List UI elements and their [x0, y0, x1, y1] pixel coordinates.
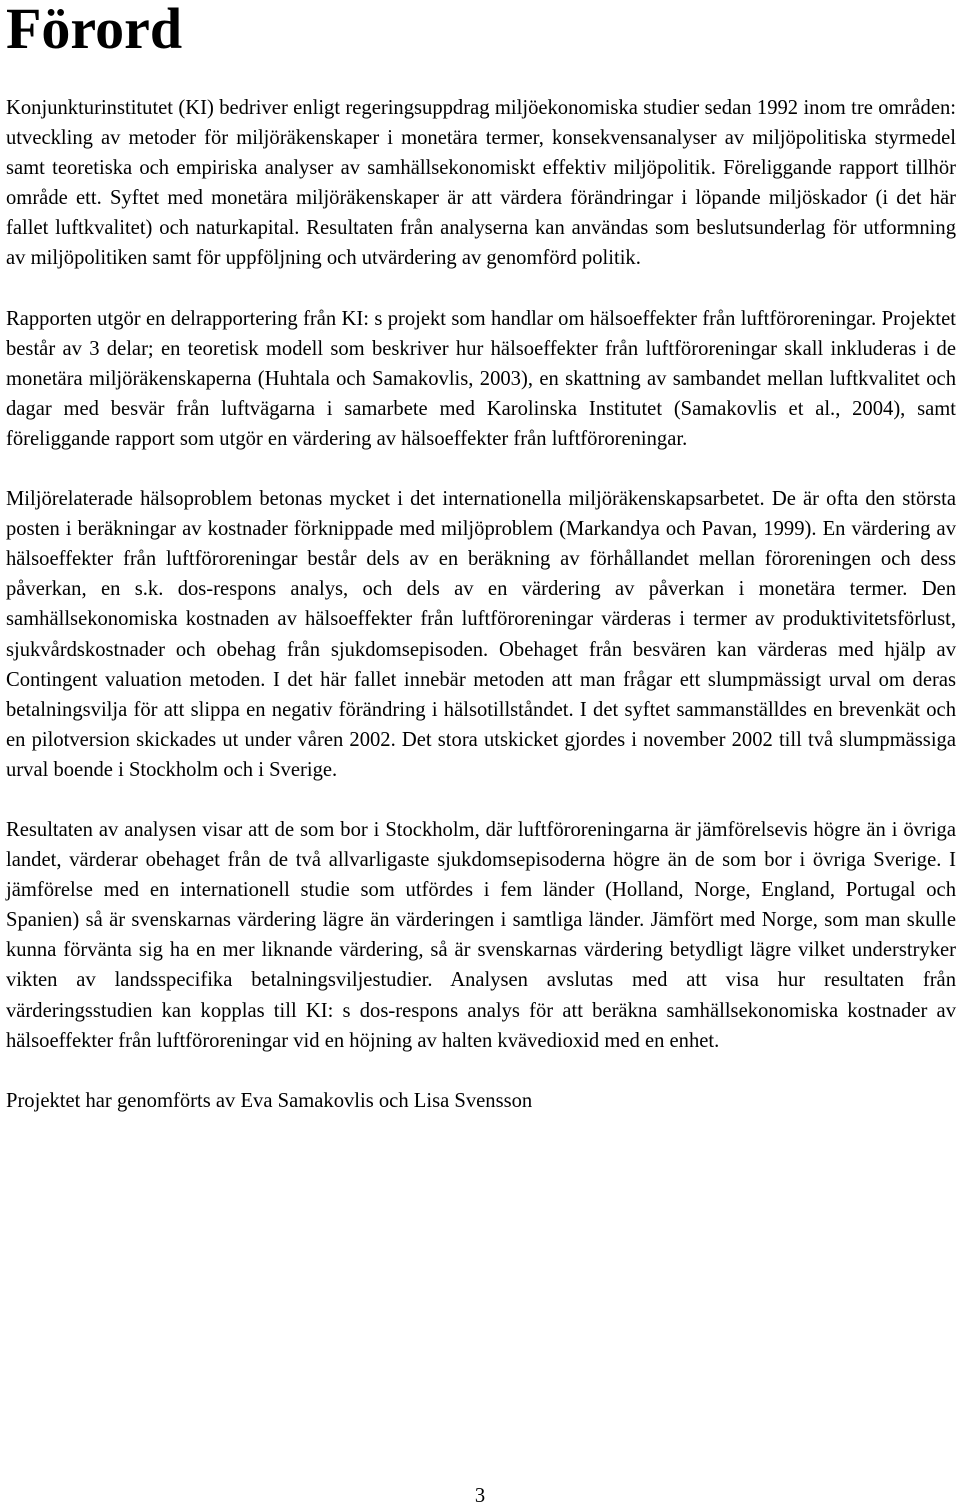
paragraph-results: Resultaten av analysen visar att de som bor i Stockholm, där luftföroreningarna är jämförelsevis högre än i övriga landet, värderar obehaget från de två allvarligaste sjukdomsepisoderna högre än de som bor i övriga Sverige. I jämförelse med en internationell studie som utfördes i fem länder (Holland, Norge, England, Portugal och Spanien) så är svenskarnas värdering lägre än värderingen i samtliga länder. Jämfört med Norge, som man skulle kunna förvänta sig ha en mer liknande värdering, så är svenskarnas värdering betydligt lägre vilket understryker vikten av landsspecifika betalningsviljestudier. Analysen avslutas med att visa hur resultaten från värderingsstudien kan kopplas till KI: s dos-respons analys för att beräkna samhällsekonomiska kostnader av hälsoeffekter från luftföroreningar vid en höjning av halten kvävedioxid med en enhet. — [6, 818, 956, 1052]
paragraph-authors: Projektet har genomförts av Eva Samakovlis och Lisa Svensson — [6, 1089, 533, 1112]
paragraph-intro: Konjunkturinstitutet (KI) bedriver enligt regeringsuppdrag miljöekonomiska studier sedan 1992 inom tre områden: utveckling av metoder för miljöräkenskaper i monetära termer, konsekvensanalyser av miljöpolitiska styrmedel samt teoretiska och empiriska analyser av samhällsekonomiskt effektiv miljöpolitik. Föreliggande rapport tillhör område ett. Syftet med monetära miljöräkenskaper är att värdera förändringar i löpande miljöskador (i det här fallet luftkvalitet) och naturkapital. Resultaten från analyserna kan användas som beslutsunderlag för utformning av miljöpolitiken samt för uppföljning och utvärdering av genomförd politik. — [6, 97, 956, 270]
paragraph-health-problems: Miljörelaterade hälsoproblem betonas mycket i det internationella miljöräkenskapsarbetet. De är ofta den största posten i beräkningar av kostnader förknippade med miljöproblem (Markandya och Pavan, 1999). En värdering av hälsoeffekter från luftföroreningar består dels av en beräkning av förhållandet mellan föroreningen och dess påverkan, en s.k. dos-respons analys, och dels av en värdering av påverkan i monetära termer. Den samhällsekonomiska kostnaden av hälsoeffekter från luftföroreningar värderas i termer av produktivitetsförlust, sjukvårdskostnader och obehag från sjukdomsepisoden. Obehaget från besvären kan värderas med hjälp av Contingent valuation metoden. I det här fallet innebär metoden att man frågar ett slumpmässigt urval om deras betalningsvilja för att slippa en negativ förändring i hälsotillståndet. I det syftet sammanställdes en brevenkät och en pilotversion skickades ut under våren 2002. Det stora utskicket gjordes i november 2002 till två slumpmässiga urval boende i Stockholm och i Sverige. — [6, 488, 956, 781]
paragraph-report-scope: Rapporten utgör en delrapportering från KI: s projekt som handlar om hälsoeffekter från luftföroreningar. Projektet består av 3 delar; en teoretisk modell som beskriver hur hälsoeffekter från luftföroreningar skall inkluderas i de monetära miljöräkenskaperna (Huhtala och Samakovlis, 2003), en skattning av sambandet mellan luftkvalitet och dagar med besvär från luftvägarna i samarbete med Karolinska Institutet (Samakovlis et al., 2004), samt föreliggande rapport som utgör en värdering av hälsoeffekter från luftföroreningar. — [6, 307, 956, 450]
document-page — [6, 0, 956, 1116]
page-title: Förord — [6, 0, 183, 61]
page-number: 3 — [474, 1485, 486, 1507]
